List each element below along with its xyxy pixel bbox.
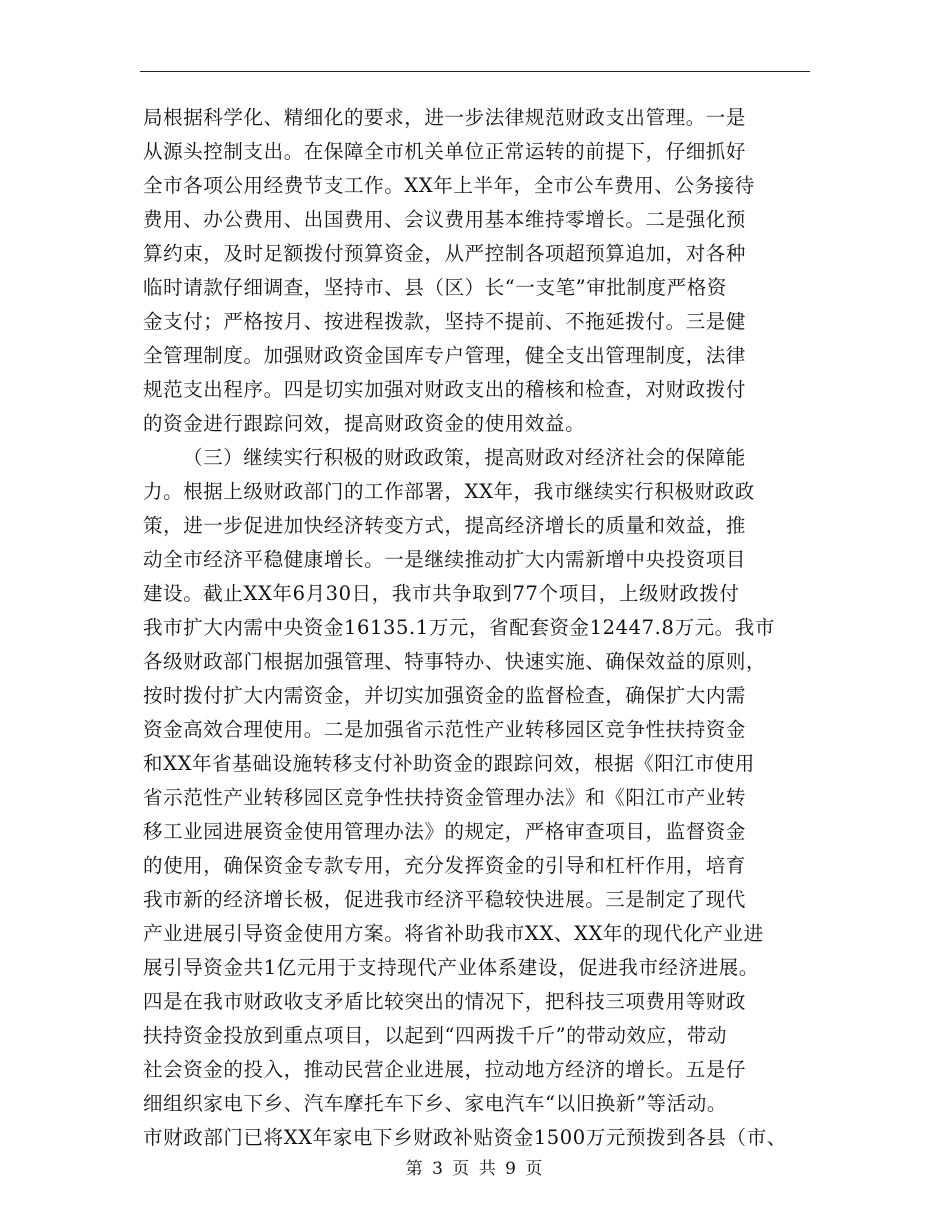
header-rule: [140, 71, 810, 72]
text-line: 按时拨付扩大内需资金，并切实加强资金的监督检查，确保扩大内需: [143, 684, 747, 707]
text-line: 扶持资金投放到重点项目，以起到“四两拨千斤”的带动效应，带动: [143, 1024, 727, 1047]
text-line: 费用、办公费用、出国费用、会议费用基本维持零增长。二是强化预: [143, 208, 747, 231]
text-line: 建设。截止XX年6月30日，我市共争取到77个项目，上级财政拨付: [143, 582, 740, 605]
text-line: 我市新的经济增长极，促进我市经济平稳较快进展。三是制定了现代: [143, 888, 747, 911]
text-line: 金支付；严格按月、按进程拨款，坚持不提前、不拖延拨付。三是健: [143, 310, 747, 333]
section-heading-line: （三）继续实行积极的财政政策，提高财政对经济社会的保障能: [183, 446, 746, 469]
text-line: 全市各项公用经费节支工作。XX年上半年，全市公车费用、公务接待: [143, 174, 755, 197]
text-line: 动全市经济平稳健康增长。一是继续推动扩大内需新增中央投资项目: [143, 548, 747, 571]
text-line: 临时请款仔细调查，坚持市、县（区）长“一支笔”审批制度严格资: [143, 276, 727, 299]
page-number: 第 3 页 共 9 页: [405, 1159, 545, 1179]
text-line: 资金高效合理使用。二是加强省示范性产业转移园区竞争性扶持资金: [143, 718, 747, 741]
text-line: 局根据科学化、精细化的要求，进一步法律规范财政支出管理。一是: [143, 106, 747, 129]
text-line: 社会资金的投入，推动民营企业进展，拉动地方经济的增长。五是仔: [143, 1058, 747, 1081]
text-line: 的使用，确保资金专款专用，充分发挥资金的引导和杠杆作用，培育: [143, 854, 747, 877]
text-line: 移工业园进展资金使用管理办法》的规定，严格审查项目，监督资金: [143, 820, 747, 843]
text-line: 细组织家电下乡、汽车摩托车下乡、家电汽车“以旧换新”等活动。: [143, 1092, 727, 1115]
text-line: 算约束，及时足额拨付预算资金，从严控制各项超预算追加，对各种: [143, 242, 747, 265]
text-line: 规范支出程序。四是切实加强对财政支出的稽核和检查，对财政拨付: [143, 378, 747, 401]
text-line: 策，进一步促进加快经济转变方式，提高经济增长的质量和效益，推: [143, 514, 747, 537]
text-line: 各级财政部门根据加强管理、特事特办、快速实施、确保效益的原则，: [143, 650, 767, 673]
text-line: 力。根据上级财政部门的工作部署，XX年，我市继续实行积极财政政: [143, 480, 755, 503]
text-line: 省示范性产业转移园区竞争性扶持资金管理办法》和《阳江市产业转: [143, 786, 747, 809]
text-line: 市财政部门已将XX年家电下乡财政补贴资金1500万元预拨到各县（市、: [143, 1126, 787, 1149]
text-line: 从源头控制支出。在保障全市机关单位正常运转的前提下，仔细抓好: [143, 140, 747, 163]
text-line: 展引导资金共1亿元用于支持现代产业体系建设，促进我市经济进展。: [143, 956, 760, 979]
document-body: [143, 101, 833, 1155]
text-line: 四是在我市财政收支矛盾比较突出的情况下，把科技三项费用等财政: [143, 990, 747, 1013]
text-line: 全管理制度。加强财政资金国库专户管理，健全支出管理制度，法律: [143, 344, 747, 367]
text-line: 的资金进行跟踪问效，提高财政资金的使用效益。: [143, 412, 586, 435]
text-line: 我市扩大内需中央资金16135.1万元，省配套资金12447.8万元。我市: [143, 616, 775, 639]
text-line: 产业进展引导资金使用方案。将省补助我市XX、XX年的现代化产业进: [143, 922, 764, 945]
text-line: 和XX年省基础设施转移支付补助资金的跟踪问效，根据《阳江市使用: [143, 752, 755, 775]
